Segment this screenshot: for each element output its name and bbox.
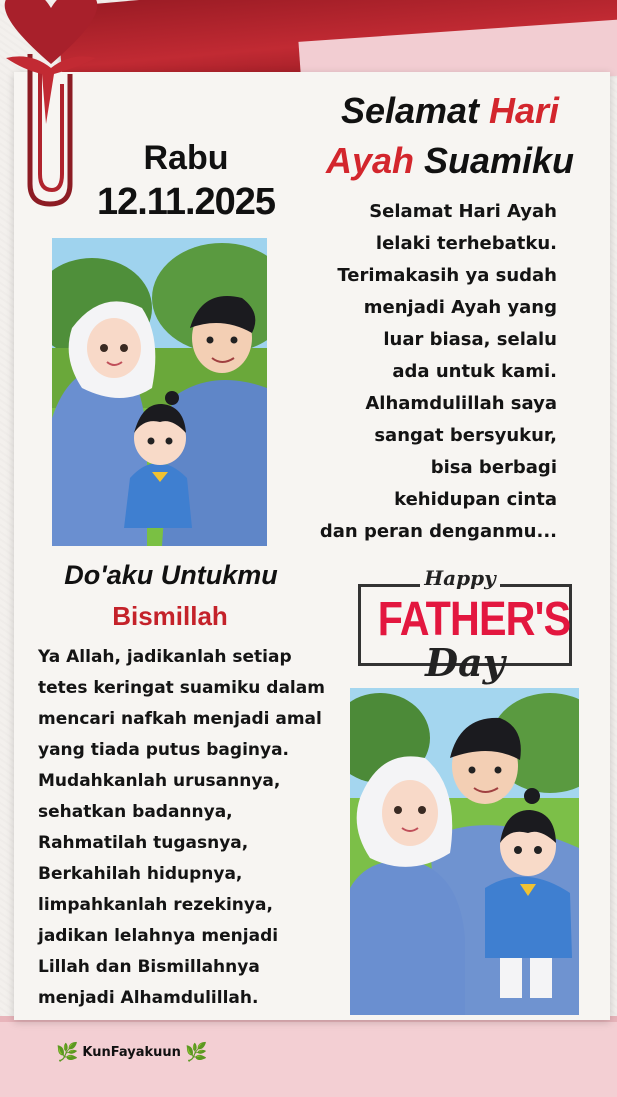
message-line: dan peran denganmu... — [319, 521, 557, 542]
prayer-line: tetes keringat suamiku dalam — [38, 678, 325, 698]
message-line: luar biasa, selalu — [383, 329, 557, 350]
message-line: Alhamdulillah saya — [365, 393, 557, 414]
prayer-line: mencari nafkah menjadi amal — [38, 709, 322, 729]
prayer-line: Mudahkanlah urusannya, — [38, 771, 281, 791]
title-word-suamiku: Suamiku — [424, 140, 575, 181]
message-line: bisa berbagi — [430, 457, 557, 478]
greeting-message — [257, 196, 557, 548]
prayer-line: Rahmatilah tugasnya, — [38, 833, 249, 853]
doa-title: Do'aku Untukmu — [64, 560, 278, 590]
doa-subtitle: Bismillah — [112, 601, 228, 631]
message-line: sangat bersyukur, — [374, 425, 557, 446]
prayer-line: limpahkanlah rezekinya, — [38, 895, 273, 915]
prayer-line: menjadi Alhamdulillah. — [38, 988, 259, 1008]
family-illustration-1 — [52, 238, 267, 546]
prayer-line: Ya Allah, jadikanlah setiap — [38, 647, 292, 667]
leaf-icon: 🌿 — [184, 1041, 208, 1063]
badge-day: Day — [425, 640, 505, 685]
message-line: Terimakasih ya sudah — [337, 265, 557, 286]
family-illustration-2 — [350, 688, 579, 1015]
message-line: ada untuk kami. — [392, 361, 557, 382]
title-word-hari: Hari — [489, 90, 560, 131]
prayer-line: jadikan lelahnya menjadi — [38, 926, 279, 946]
title-word-ayah: Ayah — [325, 140, 414, 181]
message-line: kehidupan cinta — [394, 489, 557, 510]
prayer-text — [38, 642, 348, 1014]
prayer-line: Lillah dan Bismillahnya — [38, 957, 260, 977]
message-line: menjadi Ayah yang — [363, 297, 557, 318]
message-line: lelaki terhebatku. — [375, 233, 557, 254]
badge-fathers: FATHER'S — [377, 593, 571, 646]
title-word-selamat: Selamat — [340, 90, 480, 131]
prayer-line: yang tiada putus baginya. — [38, 740, 290, 760]
prayer-line: Berkahilah hidupnya, — [38, 864, 243, 884]
date-value: 12.11.2025 — [96, 181, 276, 223]
date-block — [86, 136, 286, 224]
leaf-icon: 🌿 — [56, 1041, 79, 1063]
date-day: Rabu — [143, 139, 229, 177]
badge-happy: Happy — [420, 566, 500, 590]
brand-signature — [56, 1038, 207, 1066]
prayer-line: sehatkan badannya, — [38, 802, 233, 822]
message-line: Selamat Hari Ayah — [369, 201, 557, 222]
card-title — [300, 86, 600, 186]
brand-name: KunFayakuun — [82, 1044, 181, 1060]
